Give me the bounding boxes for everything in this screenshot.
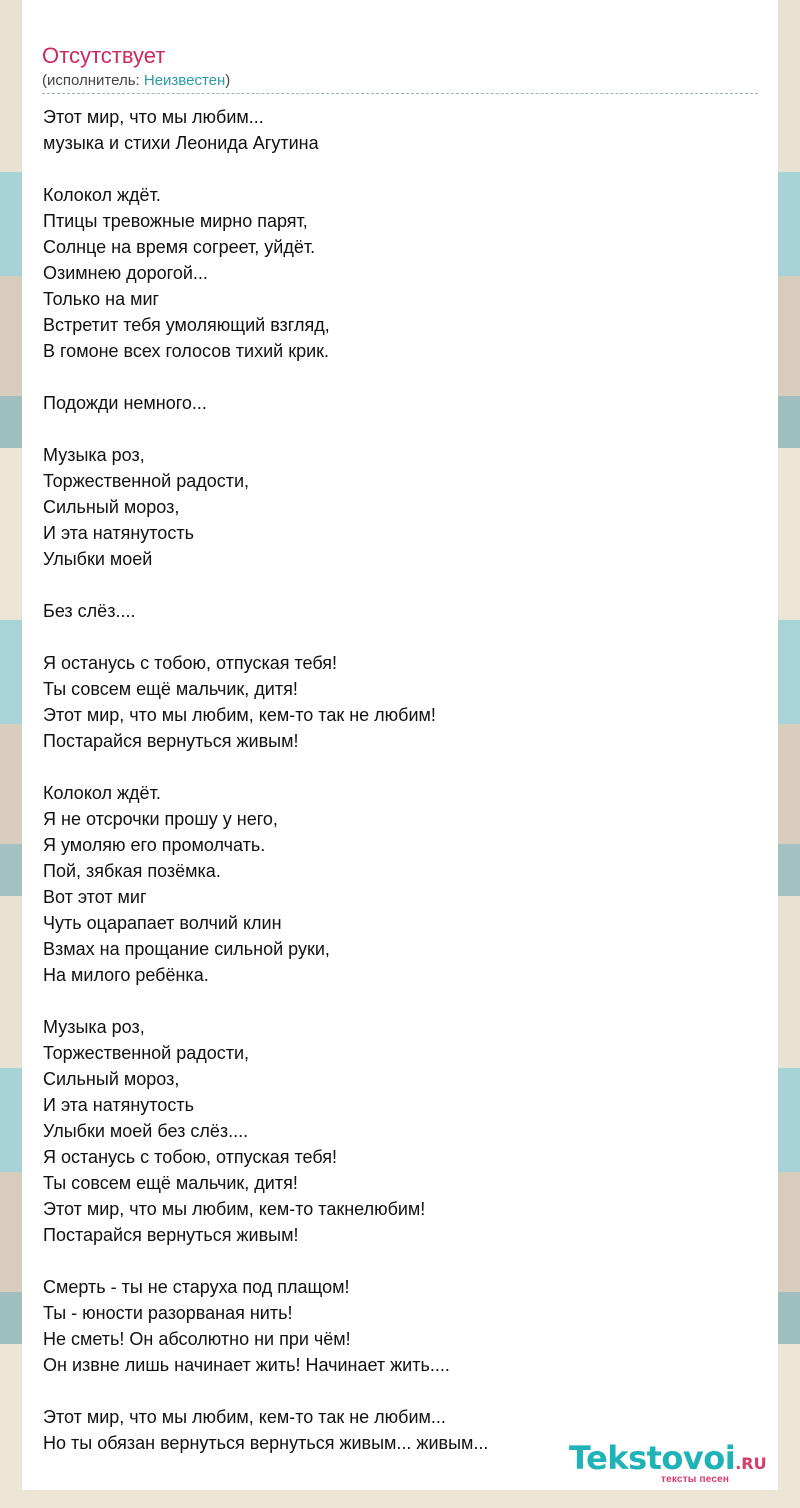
logo-wordmark: Tekstovoi (569, 1439, 736, 1477)
performer-suffix: ) (225, 72, 231, 89)
lyric-line: Торжественной радости, (43, 471, 250, 491)
performer-prefix: (исполнитель: (42, 72, 144, 89)
lyric-line: Музыка роз, (43, 445, 145, 465)
lyric-line: И эта натянутость (43, 1095, 194, 1115)
lyric-line: Этот мир, что мы любим, кем-то так не любим... (43, 1407, 446, 1427)
lyric-line: Без слёз.... (43, 601, 136, 621)
lyric-line: Не сметь! Он абсолютно ни при чём! (43, 1329, 351, 1349)
lyric-line: Этот мир, что мы любим, кем-то так не любим! (43, 705, 436, 725)
lyric-line: И эта натянутость (43, 523, 194, 543)
lyric-line: Я останусь с тобою, отпуская тебя! (43, 1147, 338, 1167)
logo-domain: .RU (735, 1454, 767, 1473)
stanza-break (43, 624, 759, 650)
lyric-line: Колокол ждёт. (43, 783, 161, 803)
lyric-line: На милого ребёнка. (43, 965, 209, 985)
lyric-line: музыка и стихи Леонида Агутина (43, 133, 319, 153)
lyric-line: Ты совсем ещё мальчик, дитя! (43, 679, 298, 699)
stanza-break (43, 1248, 759, 1274)
lyric-line: Взмах на прощание сильной руки, (43, 939, 330, 959)
lyric-line: Ты - юности разорваная нить! (43, 1303, 293, 1323)
lyric-line: Я умоляю его промолчать. (43, 835, 266, 855)
lyric-line: Музыка роз, (43, 1017, 145, 1037)
lyric-line: Улыбки моей без слёз.... (43, 1121, 249, 1141)
lyric-line: Сильный мороз, (43, 497, 180, 517)
performer-link[interactable]: Неизвестен (143, 72, 226, 89)
lyric-line: Торжественной радости, (43, 1043, 250, 1063)
stanza-break (43, 156, 759, 182)
lyric-line: Встретит тебя умоляющий взгляд, (43, 315, 330, 335)
lyric-line: Этот мир, что мы любим... (43, 107, 264, 127)
stanza-break (43, 754, 759, 780)
lyric-line: Смерть - ты не старуха под плащом! (43, 1277, 350, 1297)
lyrics-text (43, 104, 759, 1456)
song-header (42, 43, 758, 94)
lyric-line: Озимнею дорогой... (43, 263, 208, 283)
lyric-line: В гомоне всех голосов тихий крик. (43, 341, 330, 361)
lyric-line: Но ты обязан вернуться вернуться живым... живым... (43, 1433, 489, 1453)
lyric-line: Этот мир, что мы любим, кем-то такнелюбим! (43, 1199, 426, 1219)
lyric-line: Подожди немного... (43, 393, 207, 413)
lyric-line: Вот этот миг (43, 887, 147, 907)
lyric-line: Он извне лишь начинает жить! Начинает жить.... (43, 1355, 450, 1375)
stanza-break (43, 1378, 759, 1404)
stanza-break (43, 988, 759, 1014)
lyric-line: Чуть оцарапает волчий клин (43, 913, 282, 933)
lyric-line: Птицы тревожные мирно парят, (43, 211, 308, 231)
stanza-break (43, 416, 759, 442)
lyric-line: Постарайся вернуться живым! (43, 731, 299, 751)
logo-tagline: тексты песен (661, 1474, 730, 1485)
stanza-break (43, 364, 759, 390)
lyric-line: Сильный мороз, (43, 1069, 180, 1089)
lyric-line: Я не отсрочки прошу у него, (43, 809, 278, 829)
performer-line (42, 71, 758, 94)
lyric-line: Только на миг (43, 289, 160, 309)
lyric-line: Я останусь с тобою, отпуская тебя! (43, 653, 338, 673)
lyric-line: Колокол ждёт. (43, 185, 161, 205)
lyric-line: Улыбки моей (43, 549, 153, 569)
lyric-line: Пой, зябкая позёмка. (43, 861, 221, 881)
lyric-line: Ты совсем ещё мальчик, дитя! (43, 1173, 298, 1193)
song-title: Отсутствует (42, 43, 166, 68)
site-logo[interactable] (569, 1439, 767, 1485)
lyric-line: Постарайся вернуться живым! (43, 1225, 299, 1245)
lyric-line: Солнце на время согреет, уйдёт. (43, 237, 316, 257)
stanza-break (43, 572, 759, 598)
